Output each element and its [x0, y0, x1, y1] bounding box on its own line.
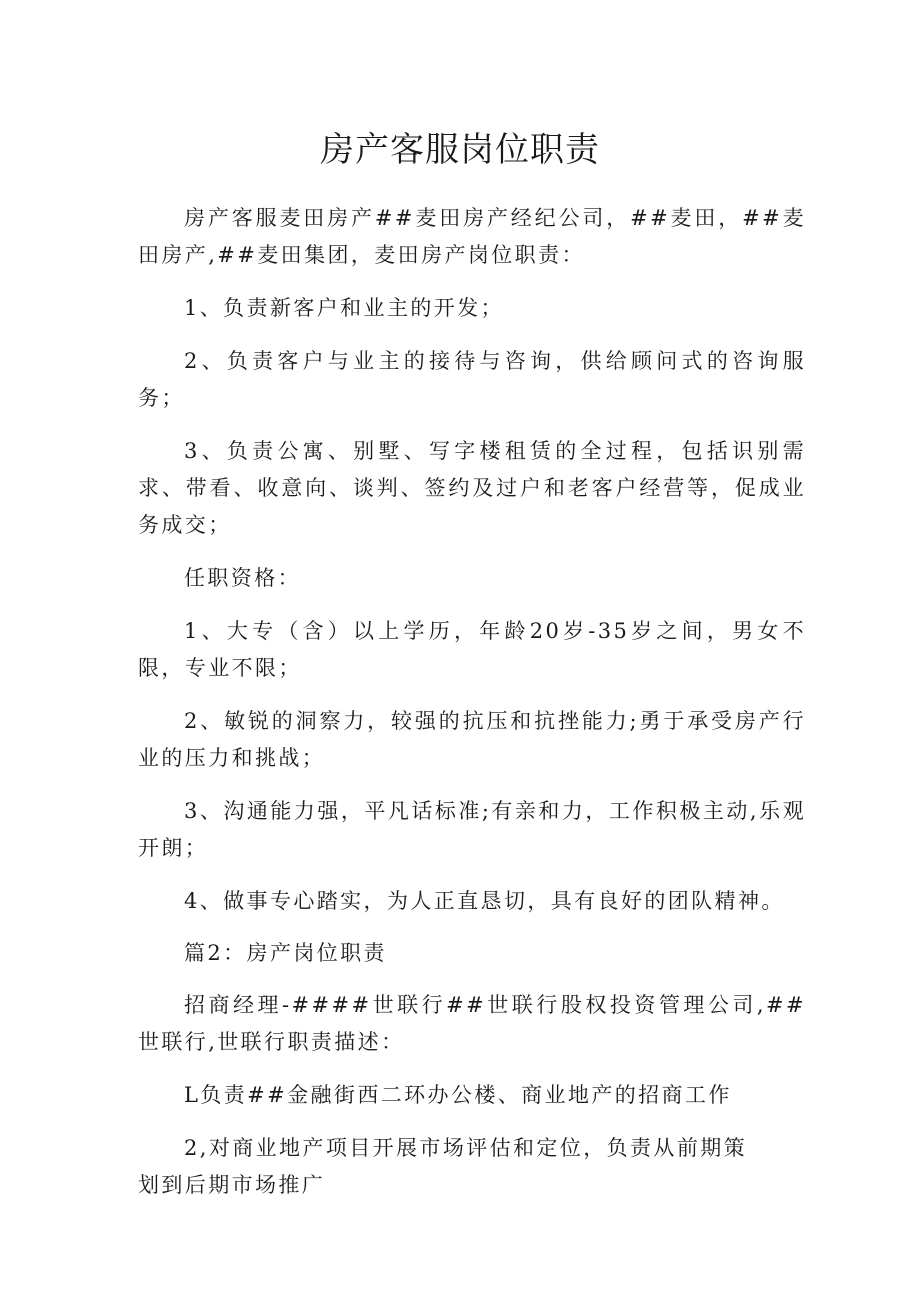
- qualification-item-4: 4、做事专心踏实，为人正直恳切，具有良好的团队精神。: [184, 889, 785, 913]
- qualification-item-1: 1、大专（含）以上学历，年龄20岁-35岁之间，男女不限，专业不限；: [138, 619, 806, 680]
- intro-paragraph: 房产客服麦田房产##麦田房产经纪公司，##麦田，##麦田房产,##麦田集团，麦田房产岗位职责：: [138, 206, 806, 267]
- section-2-heading: 篇2：房产岗位职责: [184, 941, 387, 965]
- document-title: 房产客服岗位职责: [320, 130, 600, 170]
- qualifications-heading: 任职资格：: [184, 566, 301, 590]
- recruit-paragraph: 招商经理-####世联行##世联行股权投资管理公司,##世联行,世联行职责描述：: [138, 993, 806, 1054]
- responsibility-item-2-line-1: 2,对商业地产项目开展市场评估和定位，负责从前期策: [184, 1136, 748, 1160]
- duty-item-1: 1、负责新客户和业主的开发；: [184, 296, 504, 320]
- responsibility-item-2-line-2: 划到后期市场推广: [138, 1173, 326, 1197]
- duty-item-2: 2、负责客户与业主的接待与咨询，供给顾问式的咨询服务；: [138, 349, 806, 410]
- qualification-item-3: 3、沟通能力强，平凡话标准;有亲和力，工作积极主动,乐观开朗；: [138, 799, 806, 860]
- document-body: [138, 200, 806, 1220]
- duty-item-3: 3、负责公寓、别墅、写字楼租赁的全过程，包括识别需求、带看、收意向、谈判、签约及过户和老客户经营等，促成业务成交；: [138, 439, 806, 537]
- responsibility-item-1: L负责##金融街西二环办公楼、商业地产的招商工作: [184, 1083, 732, 1107]
- qualification-item-2: 2、敏锐的洞察力，较强的抗压和抗挫能力;勇于承受房产行业的压力和挑战；: [138, 709, 806, 770]
